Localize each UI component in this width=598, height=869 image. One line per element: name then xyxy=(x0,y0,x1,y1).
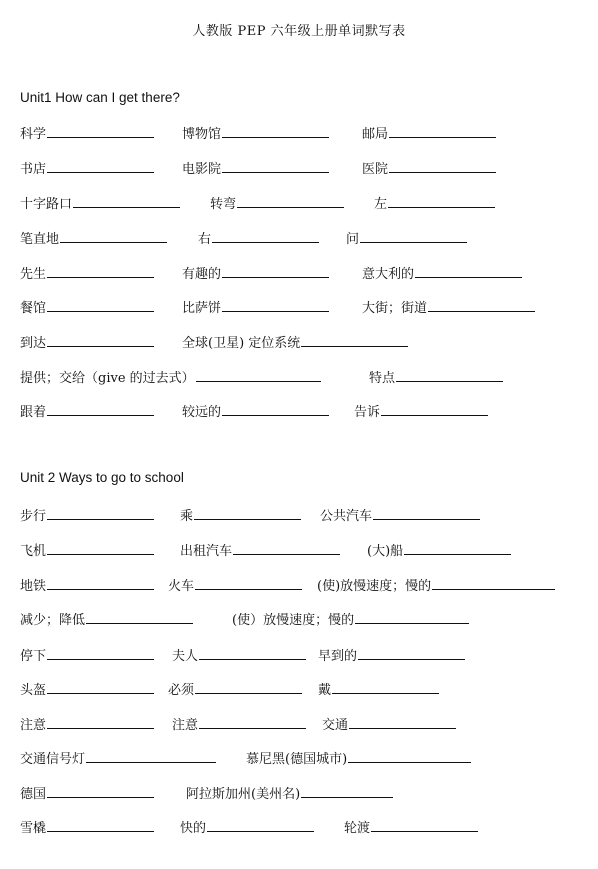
answer-blank[interactable] xyxy=(358,645,465,660)
vocab-item xyxy=(20,609,193,631)
answer-blank[interactable] xyxy=(301,332,408,347)
vocab-row xyxy=(0,332,598,352)
vocab-item xyxy=(322,714,456,736)
vocab-word: 头盔 xyxy=(20,683,47,698)
answer-blank[interactable] xyxy=(47,297,154,312)
vocab-item xyxy=(182,123,329,145)
vocab-word: 转弯 xyxy=(210,197,237,212)
vocab-row xyxy=(0,645,598,665)
vocab-row xyxy=(0,817,598,837)
vocab-item xyxy=(182,297,329,319)
vocab-word: 餐馆 xyxy=(20,301,47,316)
vocab-row xyxy=(0,575,598,595)
vocab-word: 书店 xyxy=(20,162,47,177)
vocab-item xyxy=(246,748,471,770)
vocab-item xyxy=(362,158,496,180)
vocab-item xyxy=(180,817,314,839)
answer-blank[interactable] xyxy=(371,817,478,832)
vocab-row xyxy=(0,505,598,525)
vocab-item xyxy=(374,193,495,215)
answer-blank[interactable] xyxy=(47,645,154,660)
unit-heading: Unit 2 Ways to go to school xyxy=(20,470,184,485)
vocab-word: 医院 xyxy=(362,162,389,177)
vocab-item xyxy=(317,575,555,597)
answer-blank[interactable] xyxy=(47,783,154,798)
vocab-word: 提供；交给（give 的过去式） xyxy=(20,371,195,386)
answer-blank[interactable] xyxy=(47,575,154,590)
answer-blank[interactable] xyxy=(222,123,329,138)
vocab-item xyxy=(172,645,306,667)
answer-blank[interactable] xyxy=(389,123,496,138)
vocab-item xyxy=(20,748,216,770)
vocab-word: 先生 xyxy=(20,267,47,282)
vocab-word: 注意 xyxy=(172,718,199,733)
answer-blank[interactable] xyxy=(389,158,496,173)
vocab-word: 公共汽车 xyxy=(320,509,373,524)
vocab-item xyxy=(210,193,344,215)
answer-blank[interactable] xyxy=(47,158,154,173)
vocab-word: (使)放慢速度；慢的 xyxy=(317,579,432,594)
answer-blank[interactable] xyxy=(86,609,193,624)
vocab-item xyxy=(168,575,302,597)
vocab-item xyxy=(20,158,154,180)
vocab-word: 注意 xyxy=(20,718,47,733)
vocab-row xyxy=(0,367,598,387)
vocab-word: 全球(卫星) 定位系统 xyxy=(182,336,301,351)
answer-blank[interactable] xyxy=(47,714,154,729)
answer-blank[interactable] xyxy=(355,609,469,624)
vocab-row xyxy=(0,193,598,213)
answer-blank[interactable] xyxy=(404,540,511,555)
vocab-item xyxy=(318,679,439,701)
answer-blank[interactable] xyxy=(301,783,393,798)
vocab-word: 地铁 xyxy=(20,579,47,594)
vocab-item xyxy=(354,401,488,423)
vocab-word: 邮局 xyxy=(362,127,389,142)
vocab-item xyxy=(20,679,154,701)
vocab-row xyxy=(0,540,598,560)
vocab-row xyxy=(0,609,598,629)
vocab-word: 十字路口 xyxy=(20,197,73,212)
vocab-word: 意大利的 xyxy=(362,267,415,282)
answer-blank[interactable] xyxy=(195,679,302,694)
vocab-item xyxy=(20,367,321,389)
vocab-item xyxy=(180,505,301,527)
answer-blank[interactable] xyxy=(207,817,314,832)
vocab-word: 减少；降低 xyxy=(20,613,86,628)
answer-blank[interactable] xyxy=(47,401,154,416)
vocab-word: 停下 xyxy=(20,649,47,664)
answer-blank[interactable] xyxy=(381,401,488,416)
answer-blank[interactable] xyxy=(60,228,167,243)
answer-blank[interactable] xyxy=(47,540,154,555)
answer-blank[interactable] xyxy=(222,263,329,278)
vocab-word: 跟着 xyxy=(20,405,47,420)
answer-blank[interactable] xyxy=(47,332,154,347)
vocab-word: 笔直地 xyxy=(20,232,60,247)
answer-blank[interactable] xyxy=(47,679,154,694)
vocab-word: 必须 xyxy=(168,683,195,698)
vocab-word: 雪橇 xyxy=(20,821,47,836)
vocab-row xyxy=(0,679,598,699)
vocab-word: 轮渡 xyxy=(344,821,371,836)
vocab-word: 有趣的 xyxy=(182,267,222,282)
vocab-word: 问 xyxy=(346,232,360,247)
answer-blank[interactable] xyxy=(396,367,503,382)
vocab-word: 大街；街道 xyxy=(362,301,428,316)
answer-blank[interactable] xyxy=(73,193,180,208)
vocab-item xyxy=(346,228,467,250)
vocab-word: 早到的 xyxy=(318,649,358,664)
vocab-item xyxy=(180,540,340,562)
worksheet-title: 人教版 PEP 六年级上册单词默写表 xyxy=(192,24,406,39)
answer-blank[interactable] xyxy=(373,505,480,520)
vocab-item xyxy=(20,505,154,527)
vocab-word: (大)船 xyxy=(367,544,404,559)
vocab-item xyxy=(20,297,154,319)
answer-blank[interactable] xyxy=(332,679,439,694)
vocab-item xyxy=(182,158,329,180)
vocab-word: 较远的 xyxy=(182,405,222,420)
vocab-item xyxy=(182,401,329,423)
answer-blank[interactable] xyxy=(222,158,329,173)
vocab-word: 电影院 xyxy=(182,162,222,177)
vocab-word: 交通 xyxy=(322,718,349,733)
vocab-item xyxy=(198,228,319,250)
vocab-item xyxy=(20,401,154,423)
unit-heading: Unit1 How can I get there? xyxy=(20,90,180,105)
vocab-item xyxy=(344,817,478,839)
vocab-word: 步行 xyxy=(20,509,47,524)
vocab-item xyxy=(20,645,154,667)
vocab-item xyxy=(20,332,154,354)
answer-blank[interactable] xyxy=(237,193,344,208)
vocab-item xyxy=(20,575,154,597)
vocab-item xyxy=(232,609,469,631)
answer-blank[interactable] xyxy=(415,263,522,278)
vocab-word: 快的 xyxy=(180,821,207,836)
vocab-item xyxy=(20,817,154,839)
vocab-item xyxy=(20,783,154,805)
vocab-word: 特点 xyxy=(369,371,396,386)
vocab-item xyxy=(369,367,503,389)
vocab-word: 德国 xyxy=(20,787,47,802)
vocab-row xyxy=(0,228,598,248)
vocab-word: 火车 xyxy=(168,579,195,594)
vocab-item xyxy=(20,228,167,250)
vocab-word: 交通信号灯 xyxy=(20,752,86,767)
vocab-word: 戴 xyxy=(318,683,332,698)
vocab-row xyxy=(0,401,598,421)
vocab-item xyxy=(186,783,393,805)
vocab-word: 出租汽车 xyxy=(180,544,233,559)
answer-blank[interactable] xyxy=(196,367,321,382)
vocab-item xyxy=(20,540,154,562)
vocab-word: 夫人 xyxy=(172,649,199,664)
vocab-item xyxy=(362,263,522,285)
vocab-row xyxy=(0,123,598,143)
answer-blank[interactable] xyxy=(432,575,555,590)
vocab-item xyxy=(318,645,465,667)
vocab-word: 阿拉斯加州(美州名) xyxy=(186,787,301,802)
answer-blank[interactable] xyxy=(47,817,154,832)
vocab-item xyxy=(168,679,302,701)
vocab-word: 左 xyxy=(374,197,388,212)
vocab-row xyxy=(0,158,598,178)
answer-blank[interactable] xyxy=(47,263,154,278)
vocab-word: 科学 xyxy=(20,127,47,142)
answer-blank[interactable] xyxy=(47,505,154,520)
vocab-row xyxy=(0,263,598,283)
vocab-item xyxy=(20,714,154,736)
vocab-word: 博物馆 xyxy=(182,127,222,142)
vocab-item xyxy=(362,297,535,319)
vocab-word: (使）放慢速度；慢的 xyxy=(232,613,355,628)
vocab-word: 慕尼黑(德国城市) xyxy=(246,752,348,767)
vocab-item xyxy=(20,123,154,145)
vocab-item xyxy=(362,123,496,145)
answer-blank[interactable] xyxy=(195,575,302,590)
answer-blank[interactable] xyxy=(194,505,301,520)
vocab-row xyxy=(0,714,598,734)
vocab-item xyxy=(20,193,180,215)
vocab-item xyxy=(172,714,306,736)
answer-blank[interactable] xyxy=(47,123,154,138)
vocab-item xyxy=(182,332,408,354)
vocab-row xyxy=(0,748,598,768)
answer-blank[interactable] xyxy=(199,645,306,660)
vocab-word: 飞机 xyxy=(20,544,47,559)
answer-blank[interactable] xyxy=(86,748,216,763)
vocab-word: 右 xyxy=(198,232,212,247)
vocab-row xyxy=(0,783,598,803)
answer-blank[interactable] xyxy=(199,714,306,729)
vocab-item xyxy=(367,540,511,562)
vocab-item xyxy=(20,263,154,285)
answer-blank[interactable] xyxy=(222,401,329,416)
vocab-word: 乘 xyxy=(180,509,194,524)
vocab-word: 比萨饼 xyxy=(182,301,222,316)
answer-blank[interactable] xyxy=(212,228,319,243)
answer-blank[interactable] xyxy=(428,297,535,312)
vocab-word: 到达 xyxy=(20,336,47,351)
answer-blank[interactable] xyxy=(360,228,467,243)
answer-blank[interactable] xyxy=(388,193,495,208)
answer-blank[interactable] xyxy=(222,297,329,312)
vocab-word: 告诉 xyxy=(354,405,381,420)
vocab-item xyxy=(182,263,329,285)
vocab-item xyxy=(320,505,480,527)
answer-blank[interactable] xyxy=(233,540,340,555)
answer-blank[interactable] xyxy=(348,748,471,763)
vocab-row xyxy=(0,297,598,317)
answer-blank[interactable] xyxy=(349,714,456,729)
